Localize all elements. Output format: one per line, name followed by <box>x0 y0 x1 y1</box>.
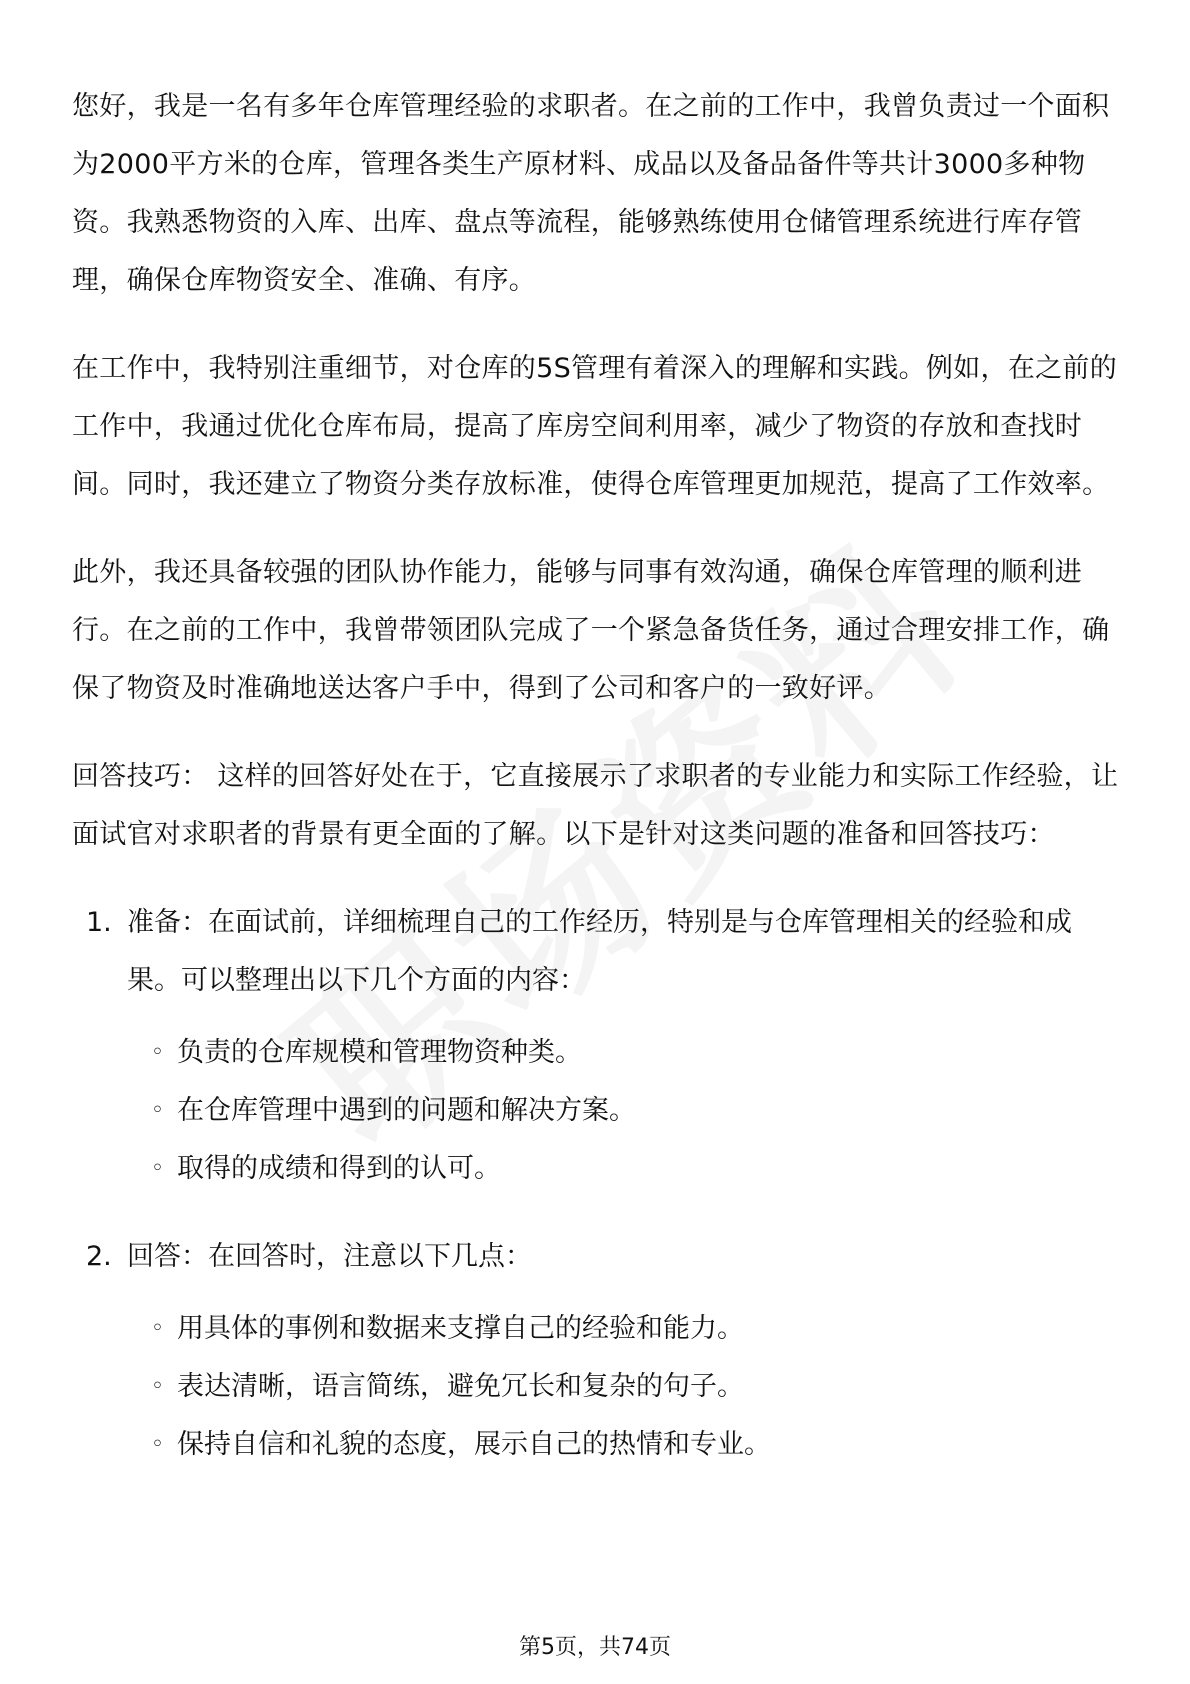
document-body <box>72 78 1122 1504</box>
sub-list-item-text: 在仓库管理中遇到的问题和解决方案。 <box>177 1095 636 1126</box>
sub-list-item-text: 用具体的事例和数据来支撑自己的经验和能力。 <box>177 1313 744 1344</box>
sub-list-item-text: 负责的仓库规模和管理物资种类。 <box>177 1037 582 1068</box>
paragraph-tips: 回答技巧： 这样的回答好处在于，它直接展示了求职者的专业能力和实际工作经验，让面试官对求职者的背景有更全面的了解。以下是针对这类问题的准备和回答技巧： <box>72 761 1119 850</box>
list-item-text: 准备：在面试前，详细梳理自己的工作经历，特别是与仓库管理相关的经验和成果。可以整理出以下几个方面的内容： <box>127 907 1072 996</box>
list-number: 1. <box>86 907 112 938</box>
bullet-icon: ◦ <box>151 1040 164 1065</box>
sub-list-item <box>127 1300 1122 1358</box>
bullet-icon: ◦ <box>151 1098 164 1123</box>
paragraph-intro: 您好，我是一名有多年仓库管理经验的求职者。在之前的工作中，我曾负责过一个面积为2000平方米的仓库，管理各类生产原材料、成品以及备品备件等共计3000多种物资。我熟悉物资的入库、出库、盘点等流程，能够熟练使用仓储管理系统进行库存管理，确保仓库物资安全、准确、有序。 <box>72 91 1110 296</box>
sub-list-item <box>127 1140 1122 1198</box>
page-footer: 第5页，共74页 <box>519 1635 671 1660</box>
bullet-icon: ◦ <box>151 1432 164 1457</box>
bullet-icon: ◦ <box>151 1316 164 1341</box>
bullet-icon: ◦ <box>151 1156 164 1181</box>
sub-list <box>127 1300 1122 1474</box>
sub-list-item-text: 保持自信和礼貌的态度，展示自己的热情和专业。 <box>177 1429 771 1460</box>
list-item <box>72 894 1122 1198</box>
sub-list-item-text: 表达清晰，语言简练，避免冗长和复杂的句子。 <box>177 1371 744 1402</box>
sub-list-item <box>127 1416 1122 1474</box>
tips-list <box>72 894 1122 1474</box>
sub-list-item <box>127 1082 1122 1140</box>
bullet-icon: ◦ <box>151 1374 164 1399</box>
list-number: 2. <box>86 1241 112 1272</box>
paragraph-teamwork: 此外，我还具备较强的团队协作能力，能够与同事有效沟通，确保仓库管理的顺利进行。在之前的工作中，我曾带领团队完成了一个紧急备货任务，通过合理安排工作，确保了物资及时准确地送达客户手中，得到了公司和客户的一致好评。 <box>72 557 1110 704</box>
list-item <box>72 1228 1122 1474</box>
paragraph-details: 在工作中，我特别注重细节，对仓库的5S管理有着深入的理解和实践。例如，在之前的工作中，我通过优化仓库布局，提高了库房空间利用率，减少了物资的存放和查找时间。同时，我还建立了物资分类存放标准，使得仓库管理更加规范，提高了工作效率。 <box>72 353 1118 500</box>
sub-list-item-text: 取得的成绩和得到的认可。 <box>177 1153 501 1184</box>
sub-list-item <box>127 1358 1122 1416</box>
sub-list <box>127 1024 1122 1198</box>
sub-list-item <box>127 1024 1122 1082</box>
list-item-text: 回答：在回答时，注意以下几点： <box>127 1241 532 1272</box>
